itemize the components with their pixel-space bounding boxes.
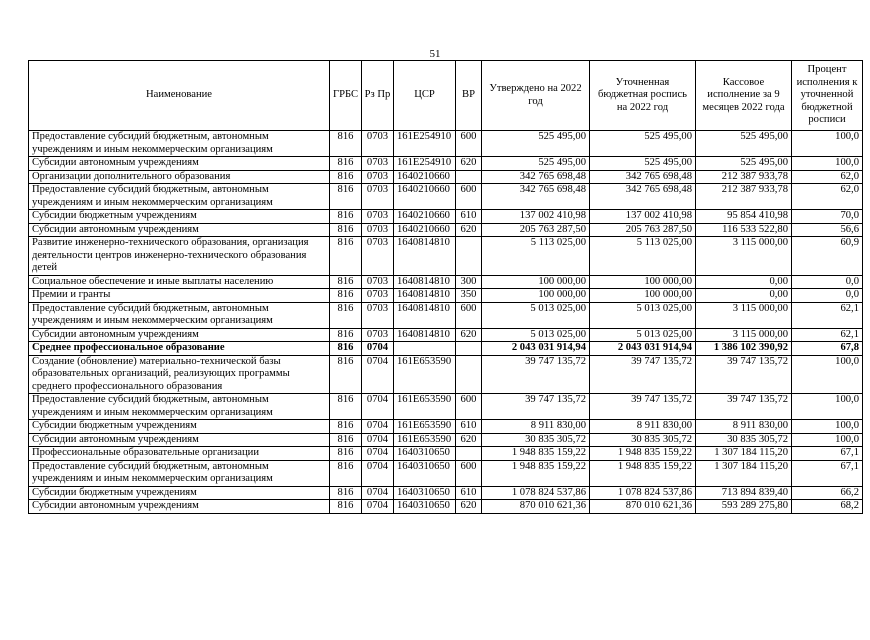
cell-csr: 1640210660 [394,184,456,210]
cell-percent: 66,2 [792,486,863,500]
cell-cash: 0,00 [696,289,792,303]
column-header-approved: Утверждено на 2022 год [482,61,590,131]
cell-rz-pr: 0704 [362,460,394,486]
cell-approved: 8 911 830,00 [482,420,590,434]
cell-cash: 0,00 [696,275,792,289]
cell-approved: 39 747 135,72 [482,355,590,394]
cell-vr: 610 [456,486,482,500]
table-row [29,460,863,486]
cell-refined: 1 078 824 537,86 [590,486,696,500]
table-row [29,131,863,157]
cell-vr: 610 [456,210,482,224]
cell-refined: 8 911 830,00 [590,420,696,434]
cell-name: Субсидии бюджетным учреждениям [29,486,330,500]
cell-refined: 342 765 698,48 [590,170,696,184]
cell-vr [456,355,482,394]
cell-grbs: 816 [330,433,362,447]
cell-vr: 300 [456,275,482,289]
cell-refined: 30 835 305,72 [590,433,696,447]
cell-grbs: 816 [330,420,362,434]
cell-vr: 600 [456,131,482,157]
cell-vr: 620 [456,433,482,447]
column-header-csr: ЦСР [394,61,456,131]
cell-refined: 5 013 025,00 [590,302,696,328]
cell-rz-pr: 0703 [362,184,394,210]
cell-grbs: 816 [330,157,362,171]
cell-name: Субсидии автономным учреждениям [29,500,330,514]
cell-refined: 137 002 410,98 [590,210,696,224]
cell-approved: 1 948 835 159,22 [482,447,590,461]
table-row [29,223,863,237]
cell-csr: 1640310650 [394,447,456,461]
cell-percent: 62,0 [792,170,863,184]
cell-rz-pr: 0704 [362,420,394,434]
cell-vr: 600 [456,302,482,328]
cell-rz-pr: 0703 [362,237,394,276]
cell-name: Субсидии автономным учреждениям [29,433,330,447]
cell-approved: 2 043 031 914,94 [482,342,590,356]
cell-vr: 600 [456,394,482,420]
table-row [29,289,863,303]
cell-grbs: 816 [330,237,362,276]
cell-refined: 5 013 025,00 [590,328,696,342]
table-row [29,302,863,328]
cell-percent: 100,0 [792,157,863,171]
cell-grbs: 816 [330,223,362,237]
cell-percent: 100,0 [792,433,863,447]
cell-vr: 620 [456,328,482,342]
cell-csr: 161E254910 [394,131,456,157]
cell-rz-pr: 0704 [362,394,394,420]
cell-percent: 67,1 [792,447,863,461]
cell-percent: 100,0 [792,131,863,157]
cell-vr: 600 [456,184,482,210]
cell-rz-pr: 0703 [362,328,394,342]
cell-grbs: 816 [330,355,362,394]
cell-cash: 3 115 000,00 [696,302,792,328]
cell-percent: 0,0 [792,275,863,289]
cell-rz-pr: 0703 [362,170,394,184]
cell-grbs: 816 [330,394,362,420]
cell-percent: 62,1 [792,302,863,328]
cell-approved: 525 495,00 [482,131,590,157]
cell-csr: 1640814810 [394,237,456,276]
cell-csr: 161E653590 [394,355,456,394]
table-row [29,184,863,210]
cell-rz-pr: 0703 [362,131,394,157]
cell-refined: 2 043 031 914,94 [590,342,696,356]
cell-csr: 1640310650 [394,486,456,500]
cell-approved: 5 113 025,00 [482,237,590,276]
budget-table [28,60,863,514]
cell-percent: 62,0 [792,184,863,210]
cell-percent: 68,2 [792,500,863,514]
cell-rz-pr: 0703 [362,275,394,289]
cell-cash: 3 115 000,00 [696,328,792,342]
cell-approved: 5 013 025,00 [482,328,590,342]
cell-cash: 95 854 410,98 [696,210,792,224]
cell-rz-pr: 0703 [362,302,394,328]
cell-grbs: 816 [330,486,362,500]
cell-name: Создание (обновление) материально-технической базы образовательных организаций, реализующих программы среднего профессионального образования [29,355,330,394]
cell-csr: 1640210660 [394,170,456,184]
cell-cash: 39 747 135,72 [696,355,792,394]
cell-csr: 161E653590 [394,433,456,447]
page-number: 51 [429,48,441,60]
cell-rz-pr: 0703 [362,157,394,171]
cell-rz-pr: 0704 [362,342,394,356]
table-row [29,237,863,276]
cell-approved: 342 765 698,48 [482,184,590,210]
cell-approved: 5 013 025,00 [482,302,590,328]
cell-vr: 610 [456,420,482,434]
table-row [29,447,863,461]
cell-percent: 62,1 [792,328,863,342]
cell-approved: 100 000,00 [482,275,590,289]
cell-name: Профессиональные образовательные организации [29,447,330,461]
cell-rz-pr: 0703 [362,223,394,237]
cell-grbs: 816 [330,460,362,486]
cell-rz-pr: 0704 [362,433,394,447]
cell-rz-pr: 0704 [362,486,394,500]
column-header-vr: ВР [456,61,482,131]
cell-percent: 67,8 [792,342,863,356]
cell-approved: 1 948 835 159,22 [482,460,590,486]
cell-refined: 5 113 025,00 [590,237,696,276]
cell-approved: 100 000,00 [482,289,590,303]
cell-refined: 205 763 287,50 [590,223,696,237]
cell-name: Социальное обеспечение и иные выплаты населению [29,275,330,289]
cell-name: Предоставление субсидий бюджетным, автономным учреждениям и иным некоммерческим организациям [29,394,330,420]
cell-cash: 1 386 102 390,92 [696,342,792,356]
cell-name: Субсидии бюджетным учреждениям [29,420,330,434]
cell-csr: 1640210660 [394,210,456,224]
cell-approved: 342 765 698,48 [482,170,590,184]
cell-rz-pr: 0703 [362,210,394,224]
cell-csr: 1640310650 [394,500,456,514]
cell-csr: 1640814810 [394,302,456,328]
cell-refined: 100 000,00 [590,289,696,303]
cell-name: Субсидии бюджетным учреждениям [29,210,330,224]
cell-name: Предоставление субсидий бюджетным, автономным учреждениям и иным некоммерческим организациям [29,131,330,157]
cell-rz-pr: 0704 [362,355,394,394]
cell-approved: 39 747 135,72 [482,394,590,420]
column-header-refined: Уточненная бюджетная роспись на 2022 год [590,61,696,131]
cell-cash: 593 289 275,80 [696,500,792,514]
column-header-cash: Кассовое исполнение за 9 месяцев 2022 года [696,61,792,131]
cell-csr: 161E653590 [394,394,456,420]
table-row [29,210,863,224]
cell-vr: 620 [456,223,482,237]
cell-refined: 39 747 135,72 [590,394,696,420]
cell-grbs: 816 [330,275,362,289]
cell-percent: 56,6 [792,223,863,237]
table-row [29,500,863,514]
cell-grbs: 816 [330,447,362,461]
cell-csr: 1640310650 [394,460,456,486]
table-row [29,170,863,184]
cell-csr: 161E254910 [394,157,456,171]
cell-refined: 39 747 135,72 [590,355,696,394]
cell-cash: 525 495,00 [696,157,792,171]
cell-grbs: 816 [330,210,362,224]
cell-refined: 870 010 621,36 [590,500,696,514]
cell-vr [456,447,482,461]
cell-csr: 1640814810 [394,328,456,342]
table-header-row [29,61,863,131]
cell-rz-pr: 0703 [362,289,394,303]
cell-grbs: 816 [330,289,362,303]
cell-refined: 1 948 835 159,22 [590,460,696,486]
cell-cash: 713 894 839,40 [696,486,792,500]
cell-name: Предоставление субсидий бюджетным, автономным учреждениям и иным некоммерческим организациям [29,460,330,486]
table-row [29,275,863,289]
table-row [29,157,863,171]
cell-refined: 525 495,00 [590,131,696,157]
cell-csr: 1640814810 [394,275,456,289]
cell-name: Субсидии автономным учреждениям [29,328,330,342]
cell-cash: 39 747 135,72 [696,394,792,420]
cell-grbs: 816 [330,170,362,184]
cell-percent: 0,0 [792,289,863,303]
cell-csr: 1640210660 [394,223,456,237]
cell-refined: 1 948 835 159,22 [590,447,696,461]
cell-rz-pr: 0704 [362,500,394,514]
cell-vr [456,237,482,276]
cell-percent: 67,1 [792,460,863,486]
cell-csr [394,342,456,356]
cell-grbs: 816 [330,500,362,514]
cell-approved: 30 835 305,72 [482,433,590,447]
table-row [29,328,863,342]
cell-name: Субсидии автономным учреждениям [29,157,330,171]
cell-refined: 342 765 698,48 [590,184,696,210]
cell-percent: 100,0 [792,355,863,394]
cell-approved: 205 763 287,50 [482,223,590,237]
cell-cash: 30 835 305,72 [696,433,792,447]
cell-vr: 600 [456,460,482,486]
cell-name: Предоставление субсидий бюджетным, автономным учреждениям и иным некоммерческим организациям [29,184,330,210]
cell-percent: 60,9 [792,237,863,276]
cell-name: Организации дополнительного образования [29,170,330,184]
cell-approved: 525 495,00 [482,157,590,171]
table-row [29,355,863,394]
table-row [29,342,863,356]
cell-cash: 525 495,00 [696,131,792,157]
column-header-grbs: ГРБС [330,61,362,131]
column-header-rz-pr: Рз Пр [362,61,394,131]
cell-vr: 620 [456,500,482,514]
cell-name: Предоставление субсидий бюджетным, автономным учреждениям и иным некоммерческим организациям [29,302,330,328]
table-row [29,394,863,420]
cell-approved: 137 002 410,98 [482,210,590,224]
table-row [29,486,863,500]
cell-approved: 870 010 621,36 [482,500,590,514]
cell-cash: 116 533 522,80 [696,223,792,237]
table-row [29,420,863,434]
cell-cash: 8 911 830,00 [696,420,792,434]
cell-vr [456,170,482,184]
table-body [29,131,863,514]
column-header-name: Наименование [29,61,330,131]
cell-grbs: 816 [330,302,362,328]
cell-cash: 3 115 000,00 [696,237,792,276]
cell-percent: 100,0 [792,394,863,420]
cell-cash: 212 387 933,78 [696,184,792,210]
cell-name: Субсидии автономным учреждениям [29,223,330,237]
cell-grbs: 816 [330,328,362,342]
cell-name: Развитие инженерно-технического образования, организация деятельности центров инженерно-технического образования детей [29,237,330,276]
cell-percent: 70,0 [792,210,863,224]
cell-grbs: 816 [330,184,362,210]
cell-vr: 620 [456,157,482,171]
cell-cash: 1 307 184 115,20 [696,460,792,486]
cell-grbs: 816 [330,342,362,356]
cell-grbs: 816 [330,131,362,157]
cell-csr: 1640814810 [394,289,456,303]
cell-refined: 100 000,00 [590,275,696,289]
cell-vr [456,342,482,356]
column-header-percent: Процент исполнения к уточненной бюджетной росписи [792,61,863,131]
cell-rz-pr: 0704 [362,447,394,461]
cell-name: Премии и гранты [29,289,330,303]
cell-approved: 1 078 824 537,86 [482,486,590,500]
cell-refined: 525 495,00 [590,157,696,171]
cell-cash: 212 387 933,78 [696,170,792,184]
cell-cash: 1 307 184 115,20 [696,447,792,461]
cell-percent: 100,0 [792,420,863,434]
cell-vr: 350 [456,289,482,303]
cell-csr: 161E653590 [394,420,456,434]
table-row [29,433,863,447]
cell-name: Среднее профессиональное образование [29,342,330,356]
